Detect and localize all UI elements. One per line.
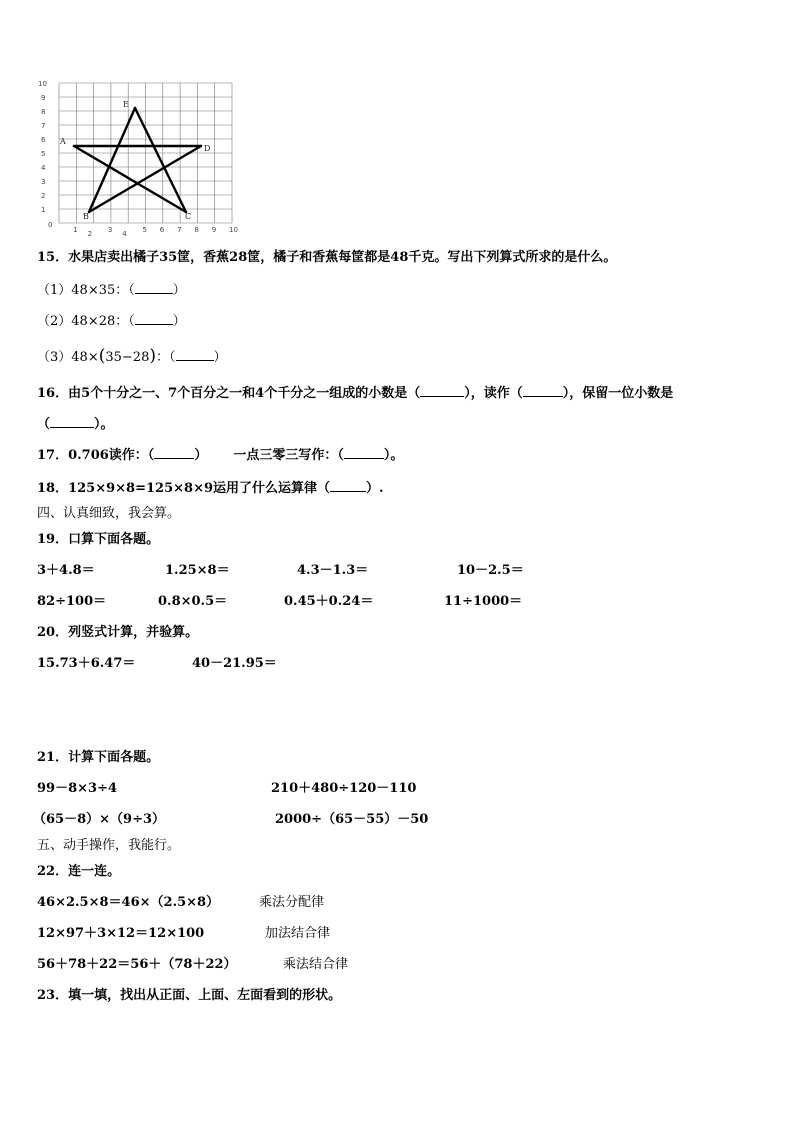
q23-stem: 23．填一填，找出从正面、上面、左面看到的形状。 (37, 988, 342, 1003)
q16-line2: （ ）。 (37, 417, 114, 432)
q22-left-item[interactable]: 12×97＋3×12＝12×100 (37, 926, 205, 941)
q22-right-item[interactable]: 乘法分配律 (259, 895, 325, 910)
q19-item: 3＋4.8＝ (37, 563, 95, 578)
q21-item: 99－8×3÷4 (37, 781, 118, 796)
q19-item: 0.8×0.5＝ (158, 594, 228, 609)
line-D-B (89, 146, 201, 212)
x-tick-label: 0 (48, 221, 53, 229)
q18-line: 18．125×9×8=125×8×9运用了什么运算律（ ）. (37, 481, 384, 496)
q22-left-item[interactable]: 46×2.5×8＝46×（2.5×8） (37, 895, 220, 910)
point-label-b: B (83, 212, 89, 221)
q22-right-item[interactable]: 乘法结合律 (283, 957, 349, 972)
q15-stem: 15．水果店卖出橘子35筐，香蕉28筐，橘子和香蕉每筐都是48千克。写出下列算式所求的是什么。 (37, 250, 617, 265)
y-tick-label: 6 (41, 136, 46, 144)
x-tick-label: 10 (229, 226, 238, 234)
q19-item: 82÷100＝ (37, 594, 107, 609)
y-tick-label: 5 (41, 150, 46, 158)
y-tick-label: 1 (41, 206, 46, 214)
q15-part2: （2）48×28：（ ） (37, 314, 186, 329)
point-label-a: A (60, 137, 66, 146)
q20-title: 20．列竖式计算，并验算。 (37, 625, 199, 640)
y-tick-label: 9 (41, 94, 46, 102)
y-tick-label: 7 (41, 122, 46, 130)
q20-item: 15.73＋6.47＝ (37, 656, 136, 671)
answer-blank[interactable] (135, 282, 173, 294)
q15-part3: （3）48×(35−28)：（ ） (37, 346, 227, 366)
q15-part1: （1）48×35：（ ） (37, 283, 186, 298)
answer-blank[interactable] (420, 385, 464, 397)
answer-blank[interactable] (523, 385, 563, 397)
q21-item: 2000÷（65－55）－50 (275, 812, 429, 827)
q19-item: 1.25×8＝ (165, 563, 230, 578)
q19-item: 10－2.5＝ (457, 563, 524, 578)
q20-item: 40－21.95＝ (192, 656, 277, 671)
section-4-heading: 四、认真细致，我会算。 (37, 506, 181, 521)
q19-item: 4.3－1.3＝ (297, 563, 369, 578)
q19-item: 11÷1000＝ (444, 594, 523, 609)
x-tick-label: 1 (73, 226, 78, 234)
q19-item: 0.45＋0.24＝ (284, 594, 374, 609)
point-label-c: C (185, 212, 192, 221)
star-grid-figure (34, 80, 238, 240)
y-tick-label: 8 (41, 108, 46, 116)
q22-title: 22．连一连。 (37, 864, 121, 879)
x-tick-label: 9 (211, 226, 217, 234)
point-label-d: D (204, 144, 211, 153)
q17-line: 17．0.706读作：（ ） 一点三零三写作：（ ）。 (37, 448, 404, 463)
q21-item: （65－8）×（9÷3） (33, 812, 166, 827)
star-lines (74, 108, 201, 212)
q21-title: 21．计算下面各题。 (37, 750, 160, 765)
x-tick-label: 8 (194, 226, 199, 234)
y-tick-label: 2 (41, 192, 46, 200)
section-5-heading: 五、动手操作，我能行。 (37, 838, 181, 853)
answer-blank[interactable] (344, 447, 384, 459)
y-tick-label: 4 (41, 164, 46, 172)
q16-line1: 16．由5个十分之一、7个百分之一和4个千分之一组成的小数是（ ），读作（ ），保留一位小数是 (37, 386, 674, 401)
answer-blank[interactable] (135, 313, 173, 325)
q21-item: 210＋480÷120－110 (271, 781, 417, 796)
x-tick-label: 2 (87, 230, 93, 238)
answer-blank[interactable] (154, 447, 194, 459)
answer-blank[interactable] (50, 416, 94, 428)
x-tick-label: 4 (122, 230, 127, 238)
q19-title: 19．口算下面各题。 (37, 532, 160, 547)
y-tick-label: 10 (38, 80, 47, 88)
q22-right-item[interactable]: 加法结合律 (265, 926, 331, 941)
x-tick-label: 7 (177, 226, 182, 234)
answer-blank[interactable] (176, 349, 214, 361)
answer-blank[interactable] (330, 480, 366, 492)
x-tick-label: 5 (142, 226, 147, 234)
y-tick-label: 3 (41, 178, 46, 186)
point-label-e: E (123, 100, 129, 109)
x-tick-label: 3 (107, 226, 113, 234)
q22-left-item[interactable]: 56＋78＋22＝56＋（78＋22） (37, 957, 237, 972)
x-tick-label: 6 (159, 226, 165, 234)
